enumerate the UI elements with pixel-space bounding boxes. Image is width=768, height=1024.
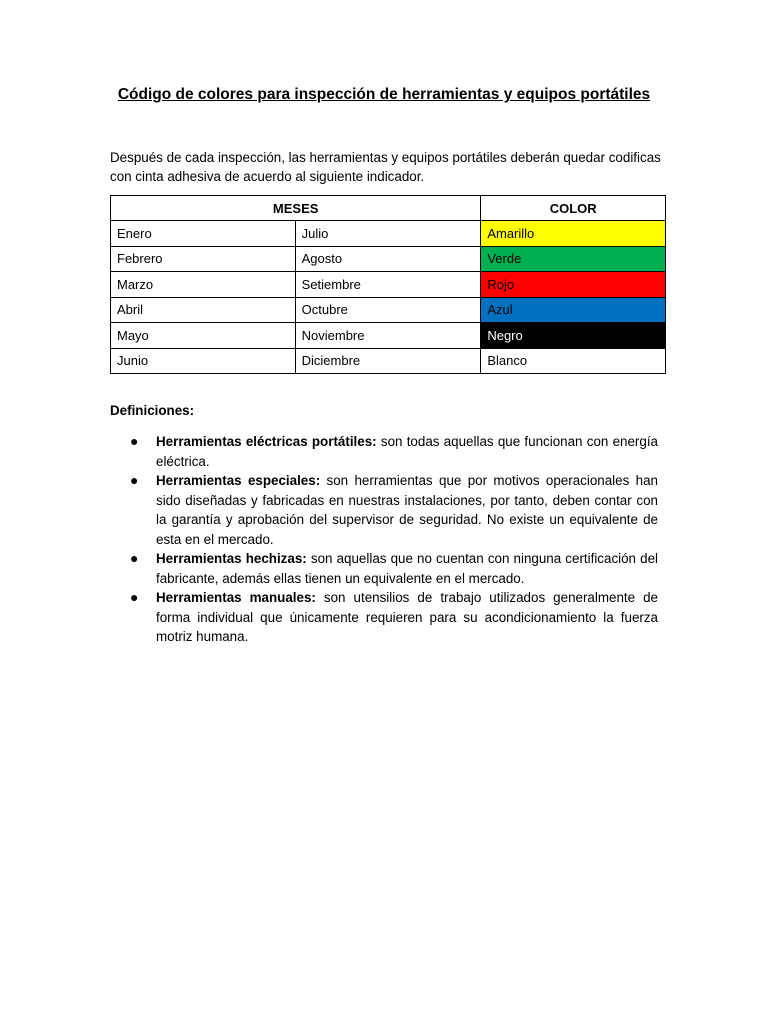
month-cell: Mayo: [111, 323, 296, 349]
months-header: MESES: [111, 196, 481, 221]
month-cell: Junio: [111, 348, 296, 374]
definition-text: son herramientas que por motivos operacionales han sido diseñadas y fabricadas en nuestras instalaciones, por tanto, deben contar con la garantía y aprobación del supervisor de seguridad. No existe un equivalente de esta en el mercado.: [156, 473, 658, 547]
color-cell: Azul: [481, 297, 666, 323]
bullet-icon: ●: [130, 433, 139, 449]
month-cell: Febrero: [111, 246, 296, 272]
month-cell: Setiembre: [295, 272, 481, 298]
month-cell: Agosto: [295, 246, 481, 272]
definitions-list: [110, 432, 658, 647]
table-row: [111, 323, 666, 349]
table-row: [111, 221, 666, 247]
table-row: [111, 348, 666, 374]
month-cell: Abril: [111, 297, 296, 323]
month-cell: Diciembre: [295, 348, 481, 374]
list-item: [110, 471, 658, 549]
color-cell: Blanco: [481, 348, 666, 374]
bullet-icon: ●: [130, 589, 139, 605]
color-header: COLOR: [481, 196, 666, 221]
month-cell: Enero: [111, 221, 296, 247]
table-row: [111, 297, 666, 323]
month-cell: Julio: [295, 221, 481, 247]
definition-term: Herramientas especiales:: [156, 473, 321, 488]
definition-text: son utensilios de trabajo utilizados generalmente de forma individual que únicamente requieren para su acondicionamiento la fuerza motriz humana.: [156, 590, 658, 644]
color-cell: Amarillo: [481, 221, 666, 247]
intro-paragraph: Después de cada inspección, las herramientas y equipos portátiles deberán quedar codificas con cinta adhesiva de acuerdo al siguiente indicador.: [110, 150, 661, 184]
color-cell: Negro: [481, 323, 666, 349]
month-cell: Marzo: [111, 272, 296, 298]
definition-term: Herramientas eléctricas portátiles:: [156, 434, 377, 449]
color-code-table: [110, 195, 666, 374]
definition-term: Herramientas hechizas:: [156, 551, 307, 566]
definition-term: Herramientas manuales:: [156, 590, 316, 605]
month-cell: Noviembre: [295, 323, 481, 349]
list-item: [110, 588, 658, 647]
color-cell: Verde: [481, 246, 666, 272]
bullet-icon: ●: [130, 550, 139, 566]
bullet-icon: ●: [130, 472, 139, 488]
definitions-heading: Definiciones:: [110, 403, 195, 418]
month-cell: Octubre: [295, 297, 481, 323]
list-item: [110, 432, 658, 471]
page-title: Código de colores para inspección de herramientas y equipos portátiles: [117, 86, 651, 103]
table-row: [111, 246, 666, 272]
list-item: [110, 549, 658, 588]
table-header-row: [111, 196, 666, 221]
table-row: [111, 272, 666, 298]
definition-text: son aquellas que no cuentan con ninguna certificación del fabricante, además ellas tienen un equivalente en el mercado.: [156, 551, 658, 586]
definition-text: son todas aquellas que funcionan con energía eléctrica.: [156, 434, 658, 469]
color-cell: Rojo: [481, 272, 666, 298]
